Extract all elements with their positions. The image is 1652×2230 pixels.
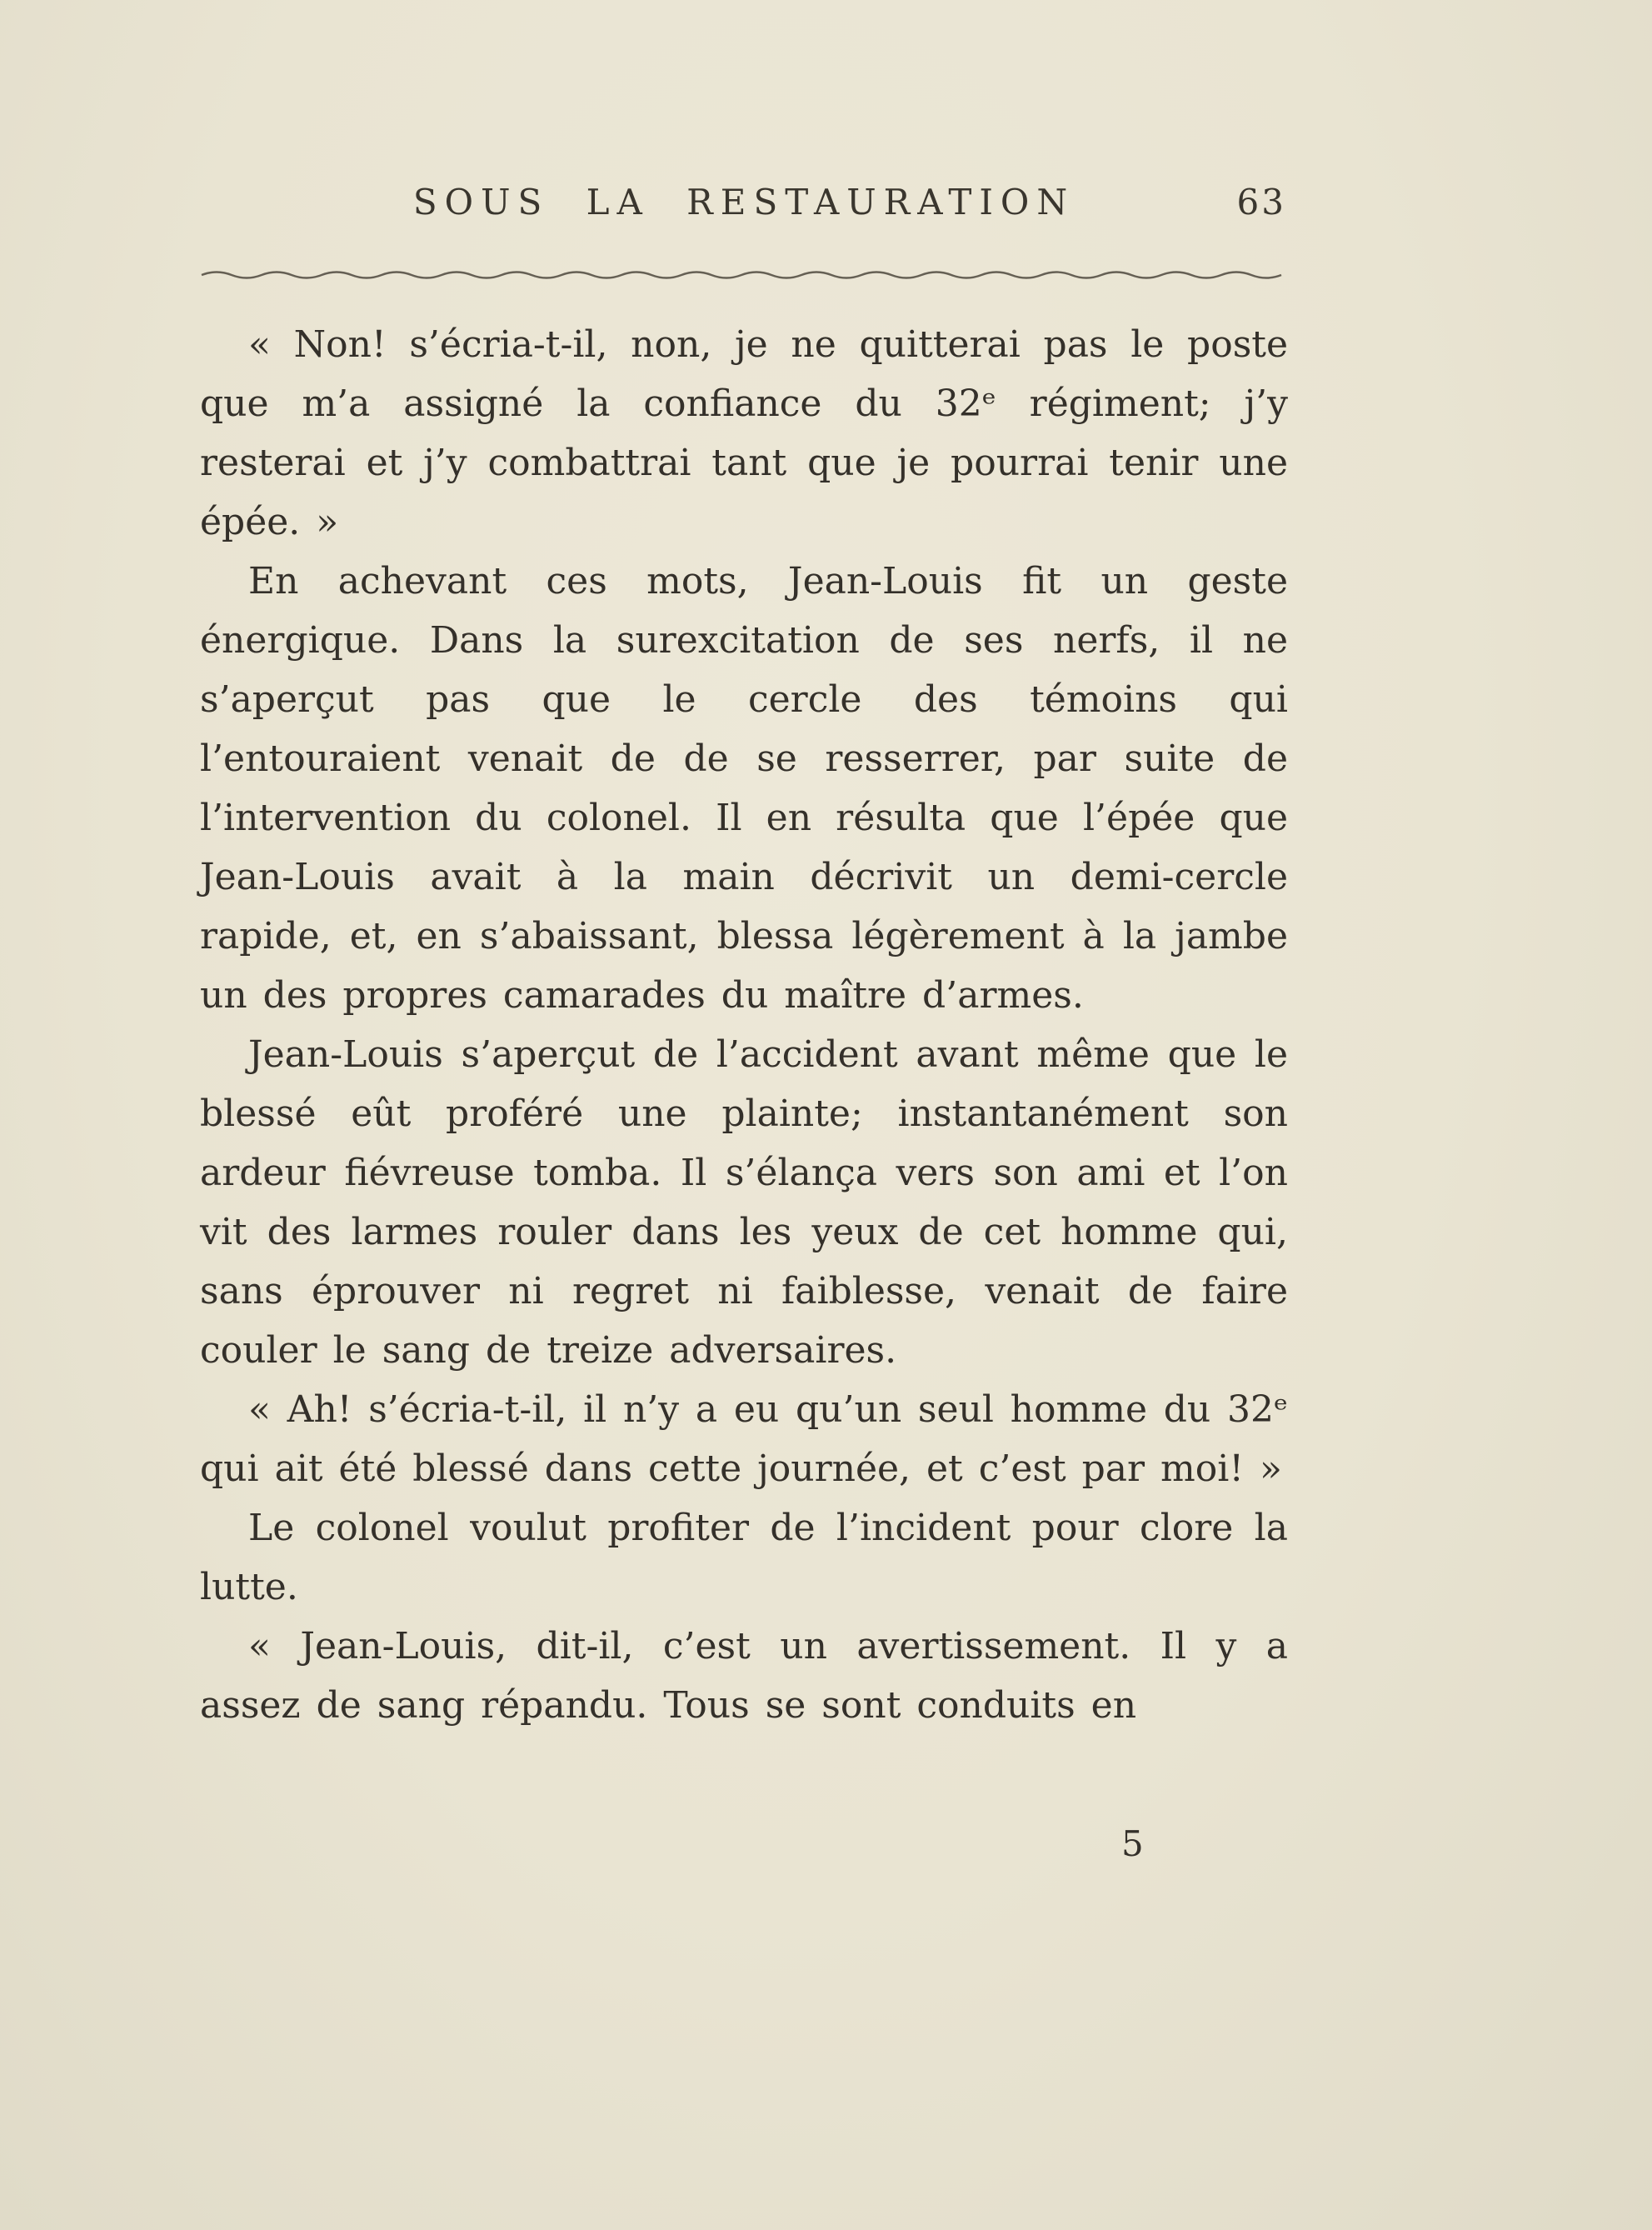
- wavy-rule: [200, 267, 1290, 282]
- paragraph: Jean-Louis s’aperçut de l’accident avant même que le blessé eût proféré une plainte; instantanément son ardeur fiévreuse tomba. Il s’élança vers son ami et l’on vit des larmes rouler dans les yeux de cet homme qui, sans éprouver ni regret ni faiblesse, venait de faire couler le sang de treize adversaires.: [200, 1033, 1288, 1372]
- page-number: 63: [1236, 182, 1286, 222]
- body-text: [200, 315, 1288, 1735]
- paragraph: « Non! s’écria-t-il, non, je ne quitterai pas le poste que m’a assigné la confiance du 32ᵉ régiment; j’y resterai et j’y combattrai tant que je pourrai tenir une épée. »: [200, 323, 1288, 543]
- running-header: [202, 182, 1286, 233]
- signature-mark: 5: [1121, 1823, 1144, 1864]
- chapter-title: SOUS LA RESTAURATION: [412, 182, 1076, 222]
- paragraph: Le colonel voulut profiter de l’incident pour clore la lutte.: [200, 1507, 1288, 1608]
- paragraph: « Jean-Louis, dit-il, c’est un avertissement. Il y a assez de sang répandu. Tous se sont conduits en: [200, 1625, 1288, 1727]
- paragraph: « Ah! s’écria-t-il, il n’y a eu qu’un seul homme du 32ᵉ qui ait été blessé dans cette journée, et c’est par moi! »: [200, 1388, 1288, 1490]
- paragraph: En achevant ces mots, Jean-Louis fit un geste énergique. Dans la surexcitation de ses nerfs, il ne s’aperçut pas que le cercle des témoins qui l’entouraient venait de de se resserrer, par suite de l’intervention du colonel. Il en résulta que l’épée que Jean-Louis avait à la main décrivit un demi-cercle rapide, et, en s’abaissant, blessa légèrement à la jambe un des propres camarades du maître d’armes.: [200, 560, 1288, 1017]
